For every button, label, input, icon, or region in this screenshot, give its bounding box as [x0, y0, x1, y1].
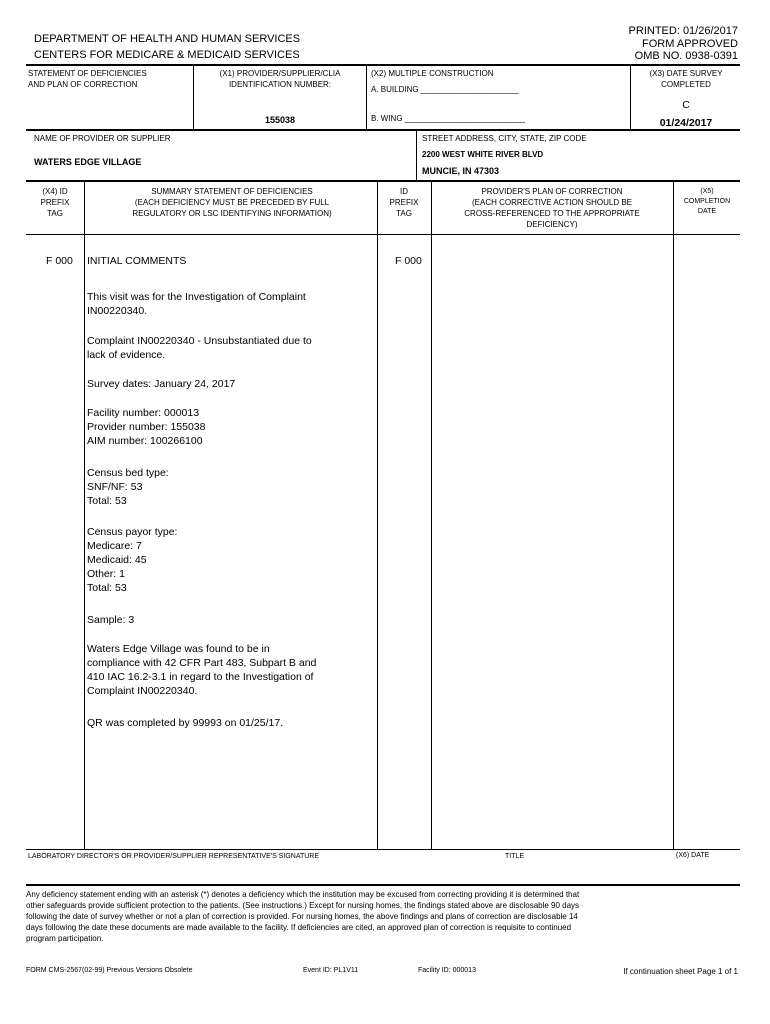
comment-paragraph: Waters Edge Village was found to be in compliance with 42 CFR Part 483, Subpart B and 410 IAC 16.2-3.1 in regard to the Investigation of Complaint IN00220340.	[87, 643, 317, 697]
form-number: FORM CMS-2567(02-99) Previous Versions Obsolete	[26, 967, 193, 974]
tag-left: F 000	[46, 255, 73, 267]
x3-label: (X3) DATE SURVEY COMPLETED	[649, 69, 723, 89]
comment-paragraph: Survey dates: January 24, 2017	[87, 378, 236, 390]
column-divider	[377, 181, 378, 849]
survey-letter: C	[682, 99, 690, 111]
survey-date: 01/24/2017	[659, 117, 713, 129]
title-label: TITLE	[505, 853, 525, 860]
printed-date: PRINTED: 01/26/2017	[628, 25, 738, 37]
comment-paragraph: QR was completed by 99993 on 01/25/17.	[87, 717, 284, 729]
divider	[416, 130, 417, 180]
comment-paragraph: Census bed type: SNF/NF: 53 Total: 53	[87, 467, 169, 507]
col-id-prefix-header: ID PREFIX TAG	[389, 187, 419, 218]
x1-label: (X1) PROVIDER/SUPPLIER/CLIA IDENTIFICATION NUMBER:	[219, 69, 341, 89]
tag-right: F 000	[395, 255, 422, 267]
statement-label: STATEMENT OF DEFICIENCIES AND PLAN OF CORRECTION	[28, 69, 147, 89]
provider-name-label: NAME OF PROVIDER OR SUPPLIER	[34, 134, 171, 143]
column-header-bottom-border	[26, 234, 740, 235]
city-state-zip: MUNCIE, IN 47303	[422, 166, 500, 176]
comment-paragraph: Complaint IN00220340 - Unsubstantiated due to lack of evidence.	[87, 335, 312, 361]
form-approved: FORM APPROVED	[642, 38, 738, 50]
department-title: DEPARTMENT OF HEALTH AND HUMAN SERVICES	[34, 33, 301, 45]
col-summary-header: SUMMARY STATEMENT OF DEFICIENCIES (EACH DEFICIENCY MUST BE PRECEDED BY FULL REGULATORY OR LSC IDENTIFYING INFORMATION)	[132, 187, 332, 218]
col-x5-header: (X5) COMPLETION DATE	[683, 188, 731, 215]
comment-paragraph: This visit was for the Investigation of Complaint IN00220340.	[87, 291, 306, 317]
comment-paragraph: Census payor type: Medicare: 7 Medicaid: 45 Other: 1 Total: 53	[87, 526, 178, 594]
initial-comments-title: INITIAL COMMENTS	[87, 255, 187, 267]
event-id: Event ID: PL1V11	[303, 967, 359, 974]
divider	[366, 65, 367, 129]
column-divider	[431, 181, 432, 849]
signature-bottom-border	[26, 884, 740, 886]
comment-paragraph: Sample: 3	[87, 614, 135, 626]
col-plan-header: PROVIDER'S PLAN OF CORRECTION (EACH CORRECTIVE ACTION SHOULD BE CROSS-REFERENCED TO THE APPROPRIATE DEFICIENCY)	[464, 187, 640, 229]
building-field: A. BUILDING ______________________	[371, 85, 519, 94]
top-border	[26, 64, 740, 66]
provider-bottom-border	[26, 180, 740, 182]
provider-number: 155038	[264, 115, 296, 125]
facility-id: Facility ID: 000013	[418, 967, 476, 974]
centers-title: CENTERS FOR MEDICARE & MEDICAID SERVICES	[34, 49, 300, 61]
disclaimer-text: Any deficiency statement ending with an asterisk (*) denotes a deficiency which the institution may be excused from correcting providing it is determined that other safeguards provide sufficient protection to the patients. (See instructions.) Except for nursing homes, the findings stated above are disclosable 90 days following the date of survey whether or not a plan of correction is provided. For nursing homes, the above findings and plans of correction are disclosable 14 days following the date these documents are made available to the facility. If deficiencies are cited, an approved plan of correction is requisite to continued program participation.	[26, 890, 580, 943]
column-divider	[673, 181, 674, 849]
col-x4-header: (X4) ID PREFIX TAG	[40, 187, 70, 218]
column-divider	[84, 181, 85, 849]
wing-field: B. WING ___________________________	[371, 114, 525, 123]
provider-name: WATERS EDGE VILLAGE	[34, 157, 142, 167]
signature-label: LABORATORY DIRECTOR'S OR PROVIDER/SUPPLIER REPRESENTATIVE'S SIGNATURE	[28, 853, 320, 860]
x6-date-label: (X6) DATE	[676, 852, 710, 859]
x2-label: (X2) MULTIPLE CONSTRUCTION	[371, 69, 494, 78]
address-label: STREET ADDRESS, CITY, STATE, ZIP CODE	[422, 134, 587, 143]
omb-number: OMB NO. 0938-0391	[634, 50, 738, 62]
comment-paragraph: Facility number: 000013 Provider number: 155038 AIM number: 100266100	[87, 407, 206, 447]
signature-top-border	[26, 849, 740, 850]
street-address: 2200 WEST WHITE RIVER BLVD	[422, 150, 544, 159]
page-indicator: If continuation sheet Page 1 of 1	[623, 967, 738, 976]
